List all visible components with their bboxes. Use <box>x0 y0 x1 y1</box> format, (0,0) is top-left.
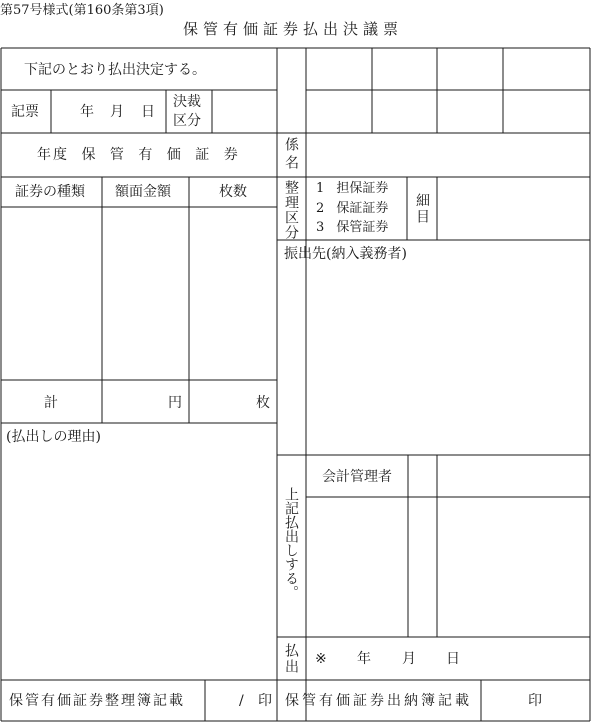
voucher-day: 日 <box>141 104 155 120</box>
payout-label: 払出 <box>283 643 299 675</box>
ledger-slash: / <box>239 693 244 709</box>
outflow-seal: 印 <box>528 693 542 709</box>
total-label: 計 <box>44 395 58 411</box>
detail-label: 細目 <box>414 193 430 225</box>
category-option-1: 1 担保証券 <box>316 181 389 196</box>
approval-label-1: 決裁 <box>173 94 201 110</box>
total-sheets-unit: 枚 <box>256 395 270 411</box>
ledger-seal: 印 <box>258 693 272 709</box>
payout-mark: ※ <box>315 651 327 667</box>
clerk-label: 係名 <box>283 137 299 173</box>
payout-day: 日 <box>446 651 460 667</box>
column-header-count: 枚数 <box>219 184 247 200</box>
form-title: 保管有価証券払出決議票 <box>183 20 404 38</box>
decision-text: 下記のとおり払出決定する。 <box>24 62 206 78</box>
category-option-2: 2 保証証券 <box>316 201 389 216</box>
column-header-type: 証券の種類 <box>15 184 85 200</box>
column-header-face-value: 額面金額 <box>115 184 171 200</box>
category-option-3: 3 保管証券 <box>316 220 389 235</box>
payout-year: 年 <box>357 651 371 667</box>
form-number: 第57号様式(第160条第3項) <box>0 3 164 18</box>
treasurer-label: 会計管理者 <box>322 469 392 485</box>
securities-heading: 年度 保 管 有 価 証 券 <box>37 147 240 163</box>
disburse-vertical-text: 上記払出しする。 <box>283 487 299 599</box>
payout-month: 月 <box>402 651 416 667</box>
total-yen-unit: 円 <box>168 395 182 411</box>
approval-label-2: 区分 <box>173 113 201 129</box>
category-label: 整理区分 <box>283 180 299 240</box>
voucher-month: 月 <box>110 104 124 120</box>
reason-label: (払出しの理由) <box>6 429 101 445</box>
payee-label: 振出先(納入義務者) <box>284 246 407 262</box>
voucher-label: 記票 <box>11 104 39 120</box>
ledger-label: 保管有価証券整理簿記載 <box>9 693 185 709</box>
voucher-year: 年 <box>80 104 94 120</box>
outflow-label: 保管有価証券出納簿記載 <box>285 693 472 709</box>
